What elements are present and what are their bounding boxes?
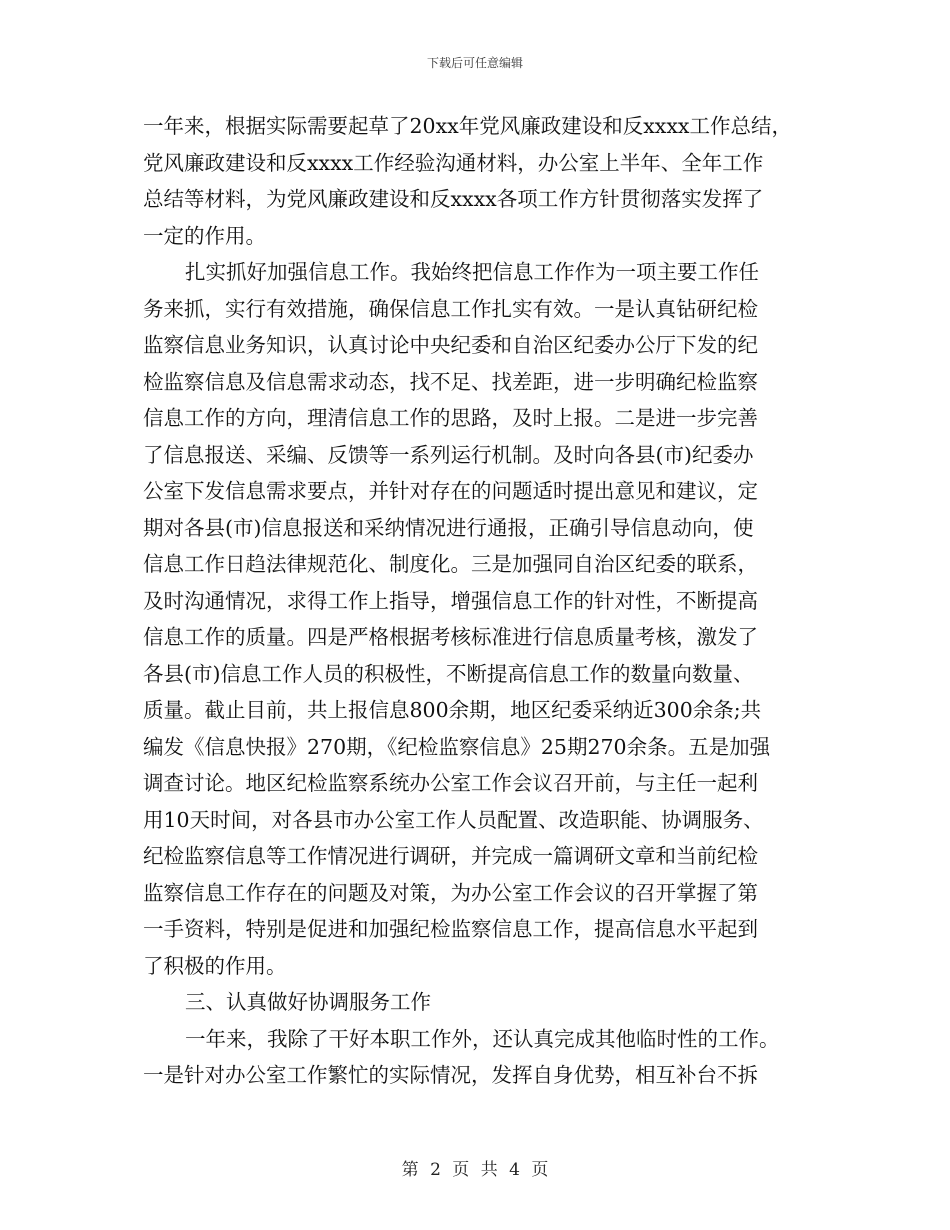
text-line: 编发《信息快报》270期，《纪检监察信息》25期270余条。五是加强	[143, 734, 771, 759]
text-line: 党风廉政建设和反xxxx工作经验沟通材料，办公室上半年、全年工作	[143, 150, 764, 175]
page-header: 下载后可任意编辑	[426, 56, 523, 70]
text-line: 一年来，我除了干好本职工作外，还认真完成其他临时性的工作。	[185, 1026, 780, 1051]
text-line: 质量。截止目前，共上报信息800余期，地区纪委采纳近300余条;共	[143, 698, 762, 722]
text-line: 了信息报送、采编、反馈等一系列运行机制。及时向各县(市)纪委办	[143, 442, 754, 467]
section-heading: 三、认真做好协调服务工作	[185, 990, 431, 1014]
text-line: 各县(市)信息工作人员的积极性，不断提高信息工作的数量向数量、	[143, 661, 754, 686]
text-line: 务来抓，实行有效措施，确保信息工作扎实有效。一是认真钻研纪检	[143, 296, 758, 321]
text-line: 纪检监察信息等工作情况进行调研，并完成一篇调研文章和当前纪检	[143, 844, 758, 868]
text-line: 及时沟通情况，求得工作上指导，增强信息工作的针对性，不断提高	[143, 588, 758, 613]
text-line: 期对各县(市)信息报送和采纳情况进行通报，正确引导信息动向，使	[143, 515, 754, 540]
text-line: 监察信息工作存在的问题及对策，为办公室工作会议的召开掌握了第	[143, 880, 758, 905]
text-line: 了积极的作用。	[143, 953, 287, 978]
text-line: 信息工作的方向，理清信息工作的思路，及时上报。二是进一步完善	[143, 406, 758, 430]
text-line: 一定的作用。	[143, 223, 266, 248]
text-line: 用10天时间，对各县市办公室工作人员配置、改造职能、协调服务、	[143, 807, 764, 832]
text-line: 信息工作日趋法律规范化、制度化。三是加强同自治区纪委的联系，	[143, 552, 758, 576]
text-line: 扎实抓好加强信息工作。我始终把信息工作作为一项主要工作任	[185, 260, 759, 284]
body-text	[143, 108, 823, 1094]
text-line: 调查讨论。地区纪检监察系统办公室工作会议召开前，与主任一起利	[143, 771, 758, 795]
text-line: 一是针对办公室工作繁忙的实际情况，发挥自身优势，相互补台不拆	[143, 1063, 758, 1087]
text-line: 一手资料，特别是促进和加强纪检监察信息工作，提高信息水平起到	[143, 917, 758, 941]
text-line: 监察信息业务知识，认真讨论中央纪委和自治区纪委办公厅下发的纪	[143, 333, 758, 357]
page-footer: 第 2 页 共 4 页	[401, 1160, 549, 1180]
text-line: 信息工作的质量。四是严格根据考核标准进行信息质量考核，激发了	[143, 625, 758, 649]
text-line: 检监察信息及信息需求动态，找不足、找差距，进一步明确纪检监察	[143, 369, 758, 394]
text-line: 总结等材料，为党风廉政建设和反xxxx各项工作方针贯彻落实发挥了	[143, 187, 764, 211]
text-line: 公室下发信息需求要点，并针对存在的问题适时提出意见和建议，定	[143, 479, 758, 503]
text-line: 一年来，根据实际需要起草了20xx年党风廉政建设和反xxxx工作总结，	[143, 114, 792, 138]
